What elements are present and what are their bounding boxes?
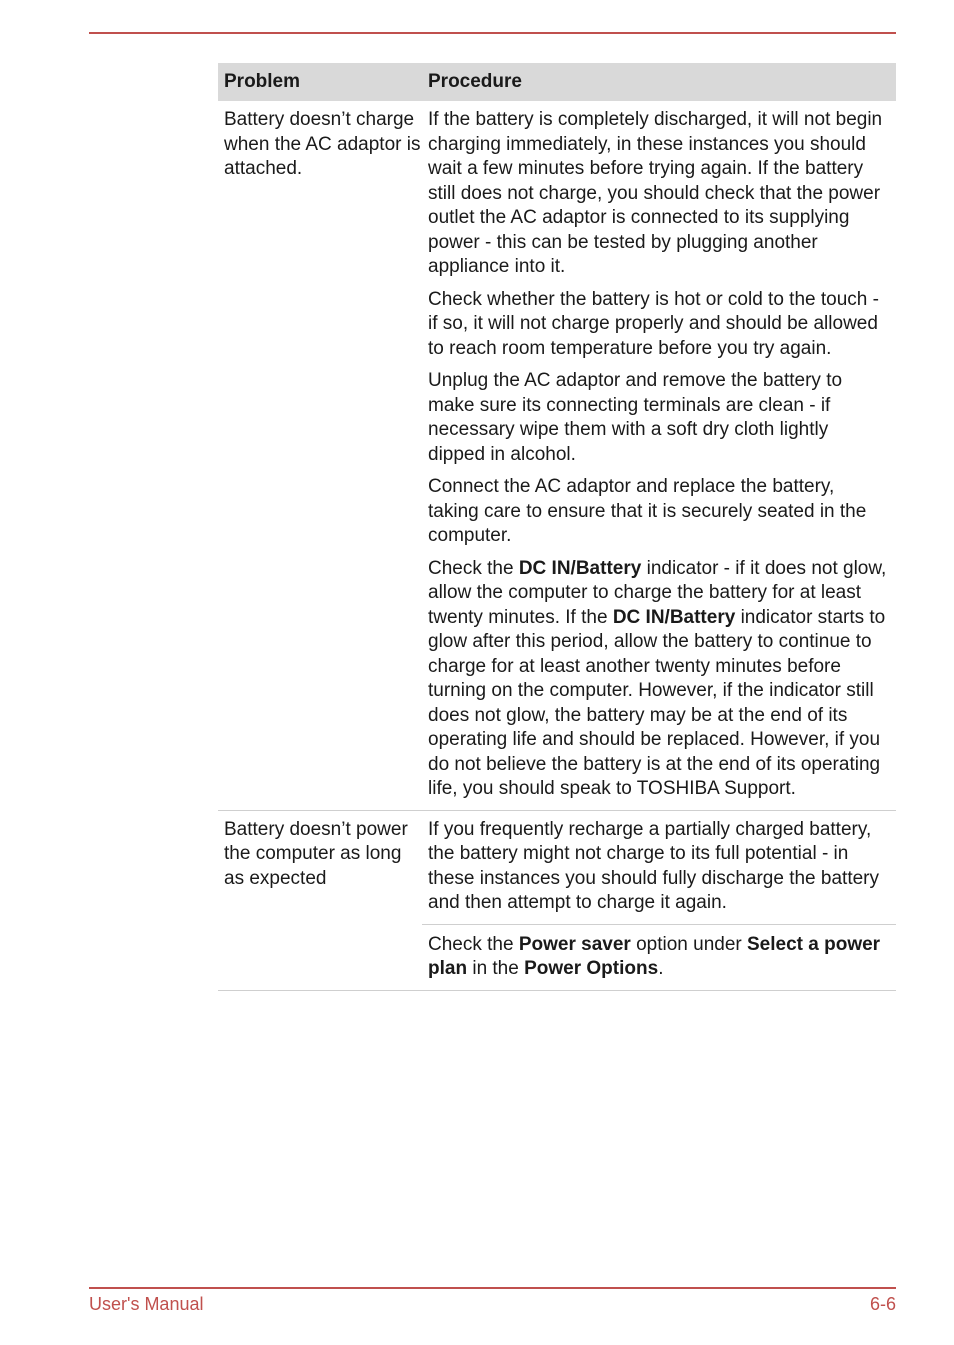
header-problem: Problem	[224, 71, 301, 92]
dc-in-battery-term: DC IN/Battery	[518, 557, 642, 579]
header-rule	[89, 32, 896, 34]
table-header-row	[218, 63, 896, 101]
dc-in-battery-term: DC IN/Battery	[612, 606, 736, 628]
procedure-paragraph: If the battery is completely discharged, it will not begin charging immediately, in these instances you should wait a few minutes before trying again. If the battery still does not charge, you should check that the power outlet the AC adaptor is connected to its supplying power - this can be tested by plugging another appliance into it.	[428, 109, 883, 277]
footer-page-number: 6-6	[869, 1294, 896, 1314]
procedure-paragraph: Check the Power saver option under Select a power plan in the Power Options.	[428, 933, 881, 979]
procedure-paragraph: Connect the AC adaptor and replace the battery, taking care to ensure that it is securely seated in the computer.	[428, 476, 867, 546]
procedure-paragraph: Unplug the AC adaptor and remove the battery to make sure its connecting terminals are clean - if necessary wipe them with a soft dry cloth lightly dipped in alcohol.	[428, 370, 843, 465]
procedure-cell	[422, 811, 896, 990]
procedure-paragraph: Check whether the battery is hot or cold to the touch - if so, it will not charge properly and should be allowed to reach room temperature before you try again.	[428, 288, 879, 359]
power-saver-term: Power saver	[518, 933, 631, 955]
table-row	[218, 101, 896, 811]
problem-cell: Battery doesn’t power the computer as long as expected	[224, 818, 408, 889]
procedure-divider	[422, 924, 896, 982]
problem-cell: Battery doesn’t charge when the AC adaptor is attached.	[224, 109, 421, 179]
select-power-plan-term: Select a power plan	[428, 933, 881, 979]
power-options-term: Power Options	[524, 958, 659, 979]
procedure-cell	[422, 101, 896, 810]
troubleshooting-table	[218, 63, 896, 991]
header-procedure: Procedure	[428, 71, 522, 92]
footer-rule	[89, 1287, 896, 1289]
footer-manual-title: User's Manual	[89, 1294, 204, 1314]
procedure-paragraph: Check the DC IN/Battery indicator - if it does not glow, allow the computer to charge the battery for at least twenty minutes. If the DC IN/Battery indicator starts to glow after this period, allow the battery to continue to charge for at least another twenty minutes before turning on the computer. However, if the indicator still does not glow, the battery may be at the end of its operating life and should be replaced. However, if you do not believe the battery is at the end of its operating life, you should speak to TOSHIBA Support.	[428, 557, 887, 799]
table-row	[218, 811, 896, 991]
procedure-paragraph: If you frequently recharge a partially charged battery, the battery might not charge to its full potential - in these instances you should fully discharge the battery and then attempt to charge it again.	[428, 818, 879, 913]
